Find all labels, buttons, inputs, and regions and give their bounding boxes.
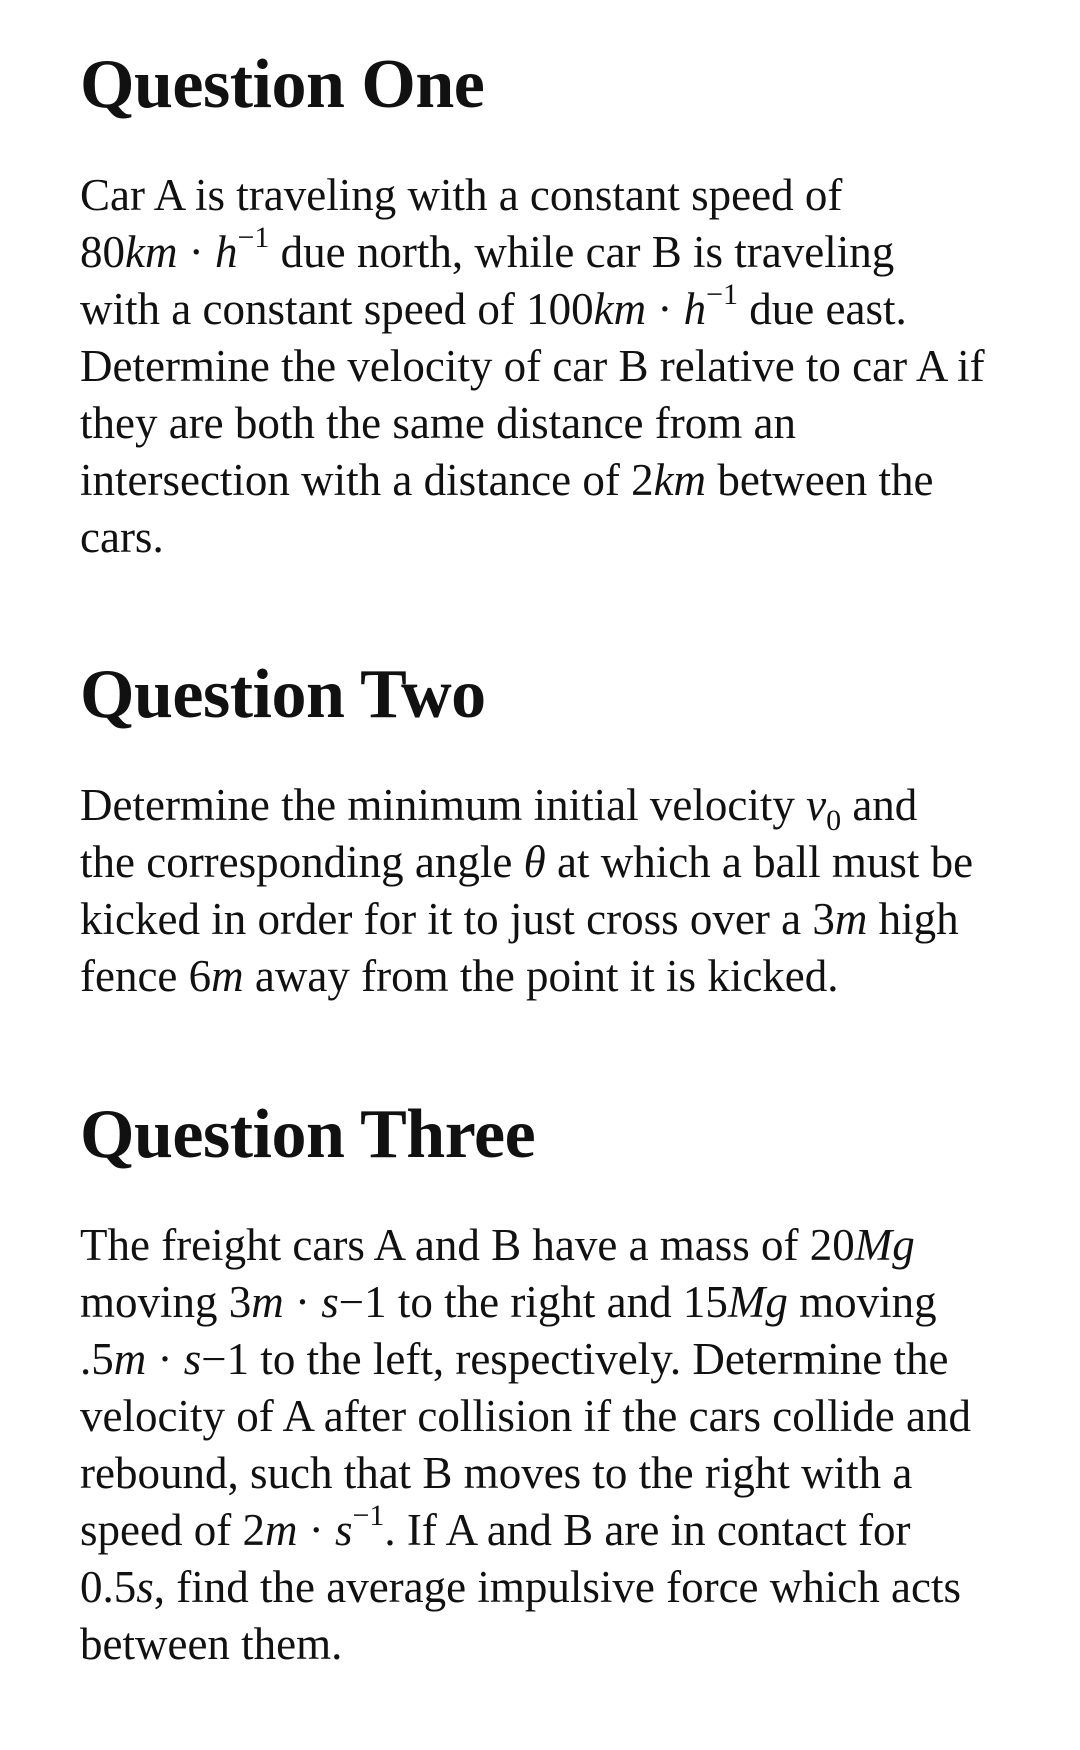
text-line: The freight cars A and B have a mass of 20Mg: [80, 1220, 915, 1270]
question-one-text: [80, 167, 985, 566]
text-line: .5m · s−1 to the left, respectively. Determine the: [80, 1334, 949, 1384]
question-two-text: [80, 777, 973, 1005]
text-line: kicked in order for it to just cross over a 3m high: [80, 894, 959, 944]
text-line: intersection with a distance of 2km between the: [80, 455, 934, 505]
question-three-text: [80, 1217, 971, 1673]
text-line: rebound, such that B moves to the right with a: [80, 1448, 913, 1498]
question-two-title: Question Two: [80, 656, 486, 733]
text-line: velocity of A after collision if the cars collide and: [80, 1391, 971, 1441]
text-line: moving 3m · s−1 to the right and 15Mg moving: [80, 1277, 937, 1327]
text-line: Determine the minimum initial velocity $v_0$ and: [80, 780, 918, 837]
text-line: the corresponding angle θ at which a ball must be: [80, 837, 974, 887]
text-line: fence 6m away from the point it is kicked.: [80, 951, 839, 1001]
question-three-title: Question Three: [80, 1096, 536, 1173]
text-line: with a constant speed of $100km \cdot h^{-1}$ due east.: [80, 278, 907, 334]
text-line: they are both the same distance from an: [80, 398, 796, 448]
text-line: speed of $2m \cdot s^{-1}$. If A and B are in contact for: [80, 1499, 911, 1555]
text-line: cars.: [80, 512, 164, 562]
text-line: Car A is traveling with a constant speed of: [80, 170, 843, 220]
text-line: Determine the velocity of car B relative to car A if: [80, 341, 985, 391]
text-line: 0.5s, find the average impulsive force which acts: [80, 1562, 961, 1612]
question-one-title: Question One: [80, 46, 485, 123]
text-line: between them.: [80, 1619, 343, 1669]
text-line: $80km \cdot h^{-1}$ due north, while car B is traveling: [80, 221, 895, 277]
